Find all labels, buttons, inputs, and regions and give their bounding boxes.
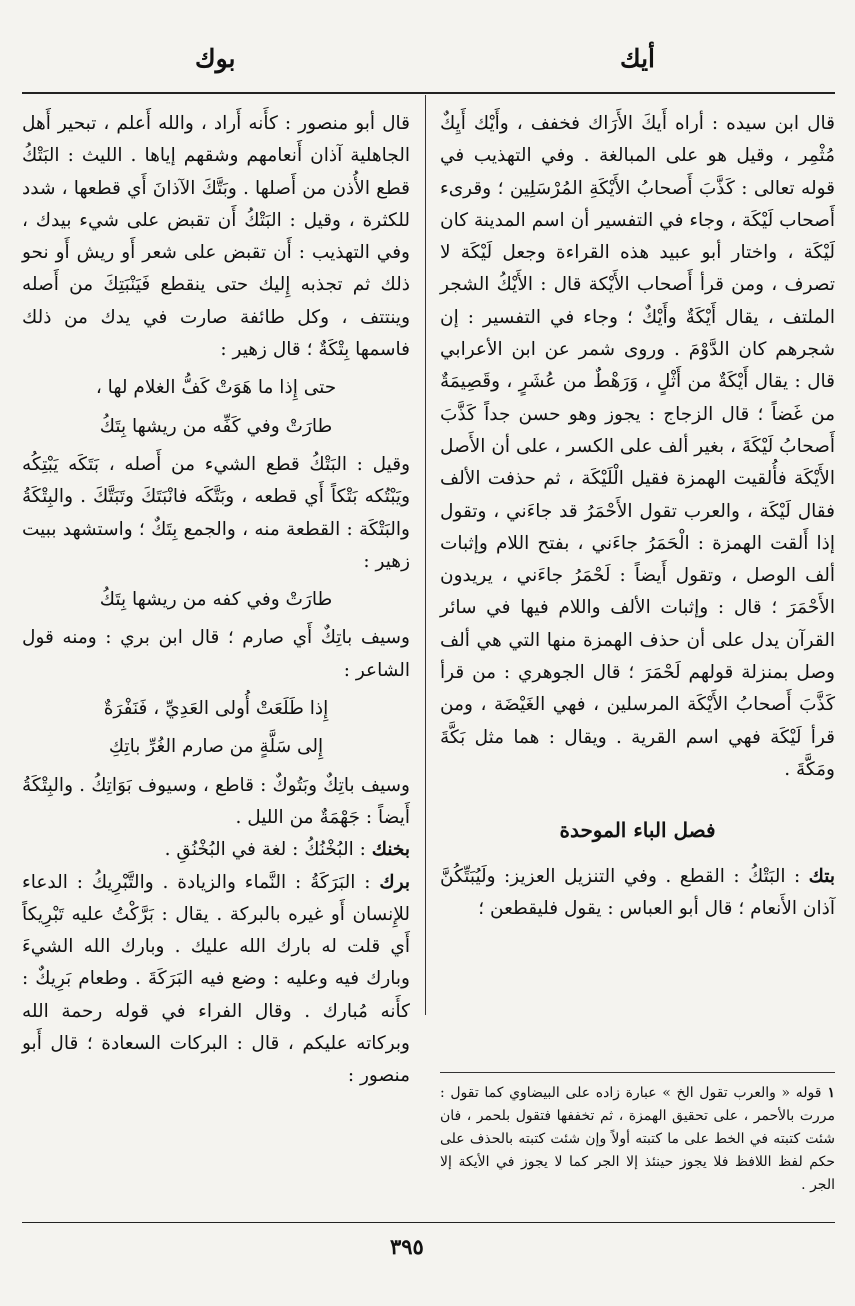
footnote-text: قوله « والعرب تقول الخ » عبارة زاده على البيضاوي كما تقول : مررت بالأحمر ، على تحقيق الهمزة ، ثم تخففها فتقول بلحمر ، فان شئت كتبته في الخط على ما كتبته أولاً وإن شئت كتبته بالحذف على حكم لفظ اللافظ فلا يجوز حينئذ إلا الجر كما لا يجوز في الأيكة إلا الجر . [440,1085,835,1193]
footnote-number: ١ [827,1085,835,1101]
verse-3b: إِلى سَلَّةٍ من صارم الغُرِّ باتِكِ [108,736,324,758]
entry-bkhnk-text: : البُخْنُكُ : لغة في البُخْنُقِ . [164,839,366,861]
footnote [440,1082,835,1197]
entry-head-batk: بتك [808,865,835,887]
left-para-2: وقيل : البَتْكُ قطع الشيء من أَصله ، بَتَكَه يَبْتِكُه ويَبْتُكه بَتْكاً أَي قطعه ، وبَتَّكَه فانْبَتَكَ وتَبَتَّكَ . والبِتْكَةُ والبَتْكَة : القطعة منه ، والجمع بِتَكٌ ؛ واستشهد ببيت زهير : [22,453,410,572]
right-column [440,108,835,925]
entry-brk [22,867,410,1093]
entry-bkhnk [22,834,410,866]
entry-ayk-text: قال ابن سيده : أراه أَيكَ الأَرَاك فخفف ، وأَيْك أَيِكٌ مُثْمِر ، وقيل هو على المبالغة . وفي التهذيب في قوله تعالى : كَذَّبَ أَصحابُ الأَيْكَةِ المُرْسَلِين ؛ وقرىء أَصحاب لَيْكَة ، وجاء في التفسير أن اسم المدينة كان لَيْكَة ، واختار أبو عبيد هذه القراءة وجعل لَيْكَة لا تصرف ، ومن قرأ أَصحاب الأَيْكة قال : الأَيْكُ الشجر الملتف ، يقال أَيْكَةٌ وأَيْكٌ ؛ وجاء في التفسير : إن شجرهم كان الدَّوْمَ . وروى شمر عن ابن الأعرابي قال : يقال أَيْكَةٌ من أَثْلٍ ، وَرَهْطٌ من عُشَرٍ ، وقَصِيمَةٌ من غَضاً ؛ قال الزجاج : يجوز وهو حسن جداً كَذَّبَ أَصحابُ لَيْكَةَ ، بغير ألف على الكسر ، على أن الأَصل الأَيْكَة فأُلقيت الهمزة فقيل الْلَيْكَة ، ثم حذفت الألف فقال لَيْكَة ، والعرب تقول الأَحْمَرُ قد جاءَني ، وتقول إذا أَلقت الهمزة : الْحَمَرُ جاءَني ، بفتح اللام وإثبات ألف الوصل ، وتقول أَيضاً : لَحْمَرُ جاءَني ، يريدون الأَحْمَرَ ؛ قال : وإثبات الألف واللام فيها في سائر القرآن يدل على أن حذف الهمزة منها التي هي ألف وصل بمنزلة قولهم لَحْمَرَ ؛ قال الجوهري : من قرأ كَذَّبَ أَصحابُ الأَيْكَة المرسلين ، فهي الغَيْضَة ، ومن قرأ لَيْكَة فهي اسم القرية . ويقال : هما مثل بَكَّةَ ومَكَّةَ . [440,113,835,780]
entry-brk-text: : البَرَكَةُ : النَّماء والزيادة . والتَّبْرِيكُ : الدعاء للإِنسان أَو غيره بالبركة . يقال : بَرَّكْتُ عليه تَبْرِيكاً أَي قلت له بارك الله عليك . وبارك الله الشيءَ وبارك فيه وعليه : وضع فيه البَرَكَةَ . وطعام بَرِيكٌ : كأَنه مُبارك . وقال الفراء في قوله رحمة الله وبركاته عليكم ، قال : البركات السعادة ؛ قال أَبو منصور : [22,871,410,1087]
header-word-left: بوك [195,44,236,73]
footer-rule [22,1222,835,1223]
verse-3a: إِذا طَلَعَتْ أُولى العَدِيِّ ، فَنَفْرَةٌ [103,698,329,720]
left-para-3: وسيف باتِكٌ أَي صارم ؛ قال ابن بري : ومنه قول الشاعر : [22,627,410,681]
left-para-1: قال أبو منصور : كأَنه أَراد ، والله أَعلم ، تبحير أَهل الجاهلية آذان أَنعامهم وشقهم إياها . الليث : البَتْكُ قطع الأُذن من أَصلها . وبَتَّكَ الآذانَ أَي قطعها ، شدد للكثرة ، وقيل : البَتْكُ أَن تقبض على شيء بيدك ، وفي التهذيب : أَن تقبض على شعر أَو ريش أَو نحو ذلك ثم تجذبه إِليك حتى ينقطع فَيَنْبَتِكَ من أَصله وينتتف ، وكل طائفة صارت في يدك من ذلك فاسمها بِتْكَةٌ ؛ قال زهير : [22,113,410,361]
entry-head-brk: برك [379,871,410,893]
entry-batk [440,861,835,926]
left-para-4: وسيف باتِكٌ وبَتُوكٌ : قاطع ، وسيوف بَوَاتِكُ . والبِتْكَةُ أَيضاً : جَهْمَةٌ من الليل . [22,774,410,828]
header-rule [22,92,835,94]
verse-1a: حتى إِذا ما هَوَتْ كَفُّ الغلام لها ، [95,377,337,399]
page-number: ٣٩٥ [390,1234,424,1259]
entry-batk-text: : البَتْكُ : القطع . وفي التنزيل العزيز: ولَيُبَتِّكُنَّ آذان الأَنعام ؛ قال أبو العباس : يقول فليقطعن ؛ [440,865,835,919]
verse-1b: طارَتْ وفي كَفِّه من ريشها بِتَكُ [99,415,333,437]
footnote-rule [440,1072,835,1073]
column-divider [425,95,426,1015]
entry-head-bkhnk: بخنك [371,839,410,861]
header-word-right: أيك [620,44,655,73]
left-column [22,108,410,1093]
verse-2: طارَتْ وفي كفه من ريشها بِتَكُ [99,589,333,611]
section-title: فصل الباء الموحدة [559,818,716,843]
